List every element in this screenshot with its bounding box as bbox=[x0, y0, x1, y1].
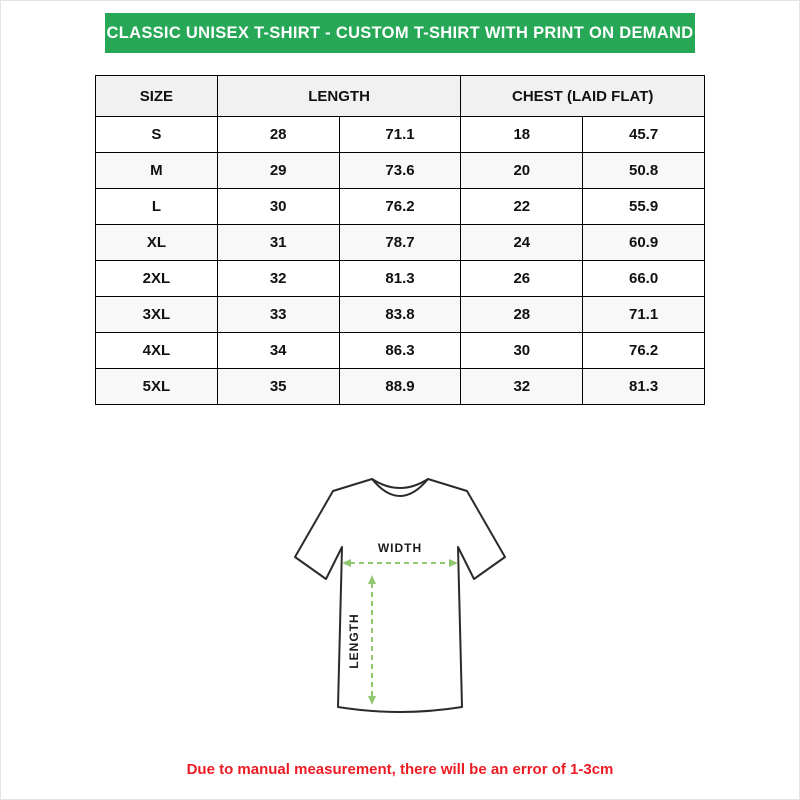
value-cell: 24 bbox=[461, 225, 583, 261]
header-length: LENGTH bbox=[217, 76, 461, 117]
width-label: WIDTH bbox=[377, 541, 423, 555]
header-row bbox=[96, 76, 705, 117]
value-cell: 60.9 bbox=[583, 225, 705, 261]
table-row bbox=[96, 297, 705, 333]
measurement-note: Due to manual measurement, there will be an error of 1-3cm bbox=[186, 761, 614, 778]
value-cell: 50.8 bbox=[583, 153, 705, 189]
table-row bbox=[96, 117, 705, 153]
length-label: LENGTH bbox=[347, 613, 361, 669]
table-row bbox=[96, 189, 705, 225]
value-cell: 83.8 bbox=[339, 297, 461, 333]
header-chest: CHEST (LAID FLAT) bbox=[461, 76, 705, 117]
value-cell: 71.1 bbox=[583, 297, 705, 333]
size-cell: S bbox=[96, 117, 218, 153]
value-cell: 32 bbox=[461, 369, 583, 405]
tshirt-drawing bbox=[245, 449, 555, 749]
value-cell: 28 bbox=[461, 297, 583, 333]
value-cell: 45.7 bbox=[583, 117, 705, 153]
value-cell: 78.7 bbox=[339, 225, 461, 261]
value-cell: 30 bbox=[217, 189, 339, 225]
value-cell: 34 bbox=[217, 333, 339, 369]
value-cell: 20 bbox=[461, 153, 583, 189]
size-cell: 2XL bbox=[96, 261, 218, 297]
value-cell: 35 bbox=[217, 369, 339, 405]
header-size: SIZE bbox=[96, 76, 218, 117]
size-chart-body bbox=[96, 117, 705, 405]
value-cell: 86.3 bbox=[339, 333, 461, 369]
value-cell: 22 bbox=[461, 189, 583, 225]
value-cell: 88.9 bbox=[339, 369, 461, 405]
size-cell: 5XL bbox=[96, 369, 218, 405]
size-chart-header bbox=[96, 76, 705, 117]
value-cell: 32 bbox=[217, 261, 339, 297]
value-cell: 33 bbox=[217, 297, 339, 333]
table-row bbox=[96, 369, 705, 405]
size-cell: 3XL bbox=[96, 297, 218, 333]
value-cell: 71.1 bbox=[339, 117, 461, 153]
value-cell: 76.2 bbox=[583, 333, 705, 369]
title-banner bbox=[105, 13, 695, 53]
value-cell: 18 bbox=[461, 117, 583, 153]
value-cell: 31 bbox=[217, 225, 339, 261]
size-cell: L bbox=[96, 189, 218, 225]
size-cell: 4XL bbox=[96, 333, 218, 369]
table-row bbox=[96, 153, 705, 189]
size-cell: XL bbox=[96, 225, 218, 261]
tshirt-outline bbox=[295, 479, 505, 712]
tshirt-diagram bbox=[245, 449, 555, 751]
value-cell: 73.6 bbox=[339, 153, 461, 189]
size-cell: M bbox=[96, 153, 218, 189]
table-row bbox=[96, 261, 705, 297]
size-chart-table bbox=[95, 75, 705, 405]
value-cell: 29 bbox=[217, 153, 339, 189]
value-cell: 81.3 bbox=[583, 369, 705, 405]
value-cell: 76.2 bbox=[339, 189, 461, 225]
table-row bbox=[96, 333, 705, 369]
value-cell: 66.0 bbox=[583, 261, 705, 297]
value-cell: 30 bbox=[461, 333, 583, 369]
value-cell: 81.3 bbox=[339, 261, 461, 297]
value-cell: 26 bbox=[461, 261, 583, 297]
value-cell: 28 bbox=[217, 117, 339, 153]
table-row bbox=[96, 225, 705, 261]
value-cell: 55.9 bbox=[583, 189, 705, 225]
page-title: CLASSIC UNISEX T-SHIRT - CUSTOM T-SHIRT WITH PRINT ON DEMAND bbox=[106, 23, 694, 42]
